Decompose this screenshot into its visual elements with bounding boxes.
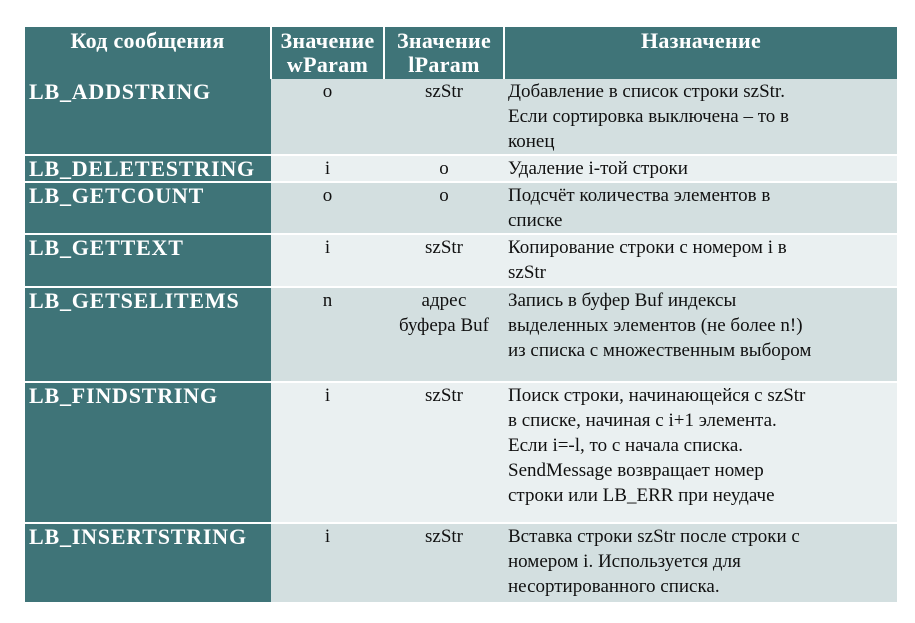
message-code: LB_GETTEXT	[25, 234, 271, 287]
purpose-line: конец	[508, 131, 555, 152]
message-code: LB_INSERTSTRING	[25, 523, 271, 603]
purpose-text	[504, 382, 897, 523]
header-lparam-line2: lParam	[408, 52, 480, 77]
message-code: LB_FINDSTRING	[25, 382, 271, 523]
lparam-value	[384, 287, 504, 382]
lparam-line: буфера Buf	[399, 315, 489, 336]
purpose-line: строки или LB_ERR при неудаче	[508, 485, 775, 506]
purpose-line: Удаление i-той строки	[508, 158, 688, 179]
table-row	[25, 79, 897, 155]
wparam-value: i	[271, 234, 384, 287]
purpose-text	[504, 523, 897, 603]
wparam-value: i	[271, 523, 384, 603]
header-wparam	[271, 27, 384, 79]
header-lparam	[384, 27, 504, 79]
table-row	[25, 523, 897, 603]
lparam-value	[384, 234, 504, 287]
purpose-line: Подсчёт количества элементов в	[508, 185, 771, 206]
wparam-value: o	[271, 79, 384, 155]
purpose-line: выделенных элементов (не более n!)	[508, 315, 803, 336]
header-purpose	[504, 27, 897, 79]
purpose-text	[504, 155, 897, 182]
purpose-line: Поиск строки, начинающейся с szStr	[508, 385, 806, 406]
lparam-value	[384, 155, 504, 182]
purpose-line: номером i. Используется для	[508, 551, 741, 572]
purpose-line: из списка с множественным выбором	[508, 340, 812, 361]
lparam-line: szStr	[425, 526, 463, 547]
wparam-value: i	[271, 382, 384, 523]
header-code-line: Код сообщения	[70, 28, 225, 53]
messages-table	[25, 27, 897, 604]
message-code: LB_ADDSTRING	[25, 79, 271, 155]
wparam-value: i	[271, 155, 384, 182]
purpose-line: несортированного списка.	[508, 576, 720, 597]
purpose-line: Если i=-l, то с начала списка.	[508, 435, 744, 456]
purpose-text	[504, 182, 897, 234]
table-row	[25, 234, 897, 287]
purpose-text	[504, 234, 897, 287]
table-row	[25, 382, 897, 523]
table-row	[25, 155, 897, 182]
lparam-line: o	[439, 185, 449, 206]
purpose-line: Копирование строки с номером i в	[508, 237, 787, 258]
lparam-line: адрес	[421, 290, 467, 311]
wparam-value: n	[271, 287, 384, 382]
purpose-line: Добавление в список строки szStr.	[508, 81, 785, 102]
lparam-line: o	[439, 158, 449, 179]
header-purpose-line: Назначение	[640, 28, 762, 53]
message-code: LB_GETCOUNT	[25, 182, 271, 234]
purpose-text	[504, 79, 897, 155]
message-code: LB_DELETESTRING	[25, 155, 271, 182]
purpose-line: в списке, начиная с i+1 элемента.	[508, 410, 777, 431]
header-code	[25, 27, 271, 79]
header-lparam-line1: Значение	[396, 28, 492, 53]
lparam-value	[384, 79, 504, 155]
header-wparam-line2: wParam	[286, 52, 369, 77]
purpose-line: Если сортировка выключена – то в	[508, 106, 789, 127]
wparam-value: o	[271, 182, 384, 234]
header-row	[25, 27, 897, 79]
purpose-text	[504, 287, 897, 382]
lparam-line: szStr	[425, 237, 463, 258]
table-row	[25, 182, 897, 234]
message-code: LB_GETSELITEMS	[25, 287, 271, 382]
table-row	[25, 287, 897, 382]
lparam-value	[384, 523, 504, 603]
lparam-line: szStr	[425, 81, 463, 102]
lparam-value	[384, 182, 504, 234]
purpose-line: szStr	[508, 262, 546, 283]
purpose-line: SendMessage возвращает номер	[508, 460, 764, 481]
purpose-line: Запись в буфер Buf индексы	[508, 290, 737, 311]
purpose-line: Вставка строки szStr после строки с	[508, 526, 800, 547]
header-wparam-line1: Значение	[280, 28, 375, 53]
lparam-line: szStr	[425, 385, 463, 406]
purpose-line: списке	[508, 210, 563, 231]
lparam-value	[384, 382, 504, 523]
